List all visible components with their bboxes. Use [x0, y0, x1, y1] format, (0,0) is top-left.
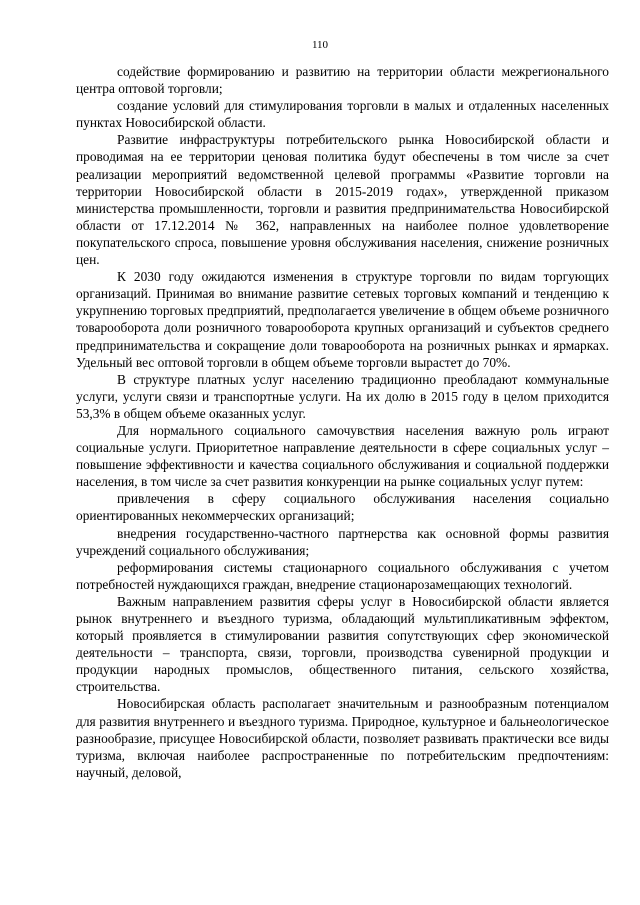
- paragraph-stationary-reform: реформирования системы стационарного социального обслуживания с учетом потребностей нуждающихся граждан, внедрение стационарозамещающих технологий.: [76, 559, 609, 592]
- paragraph-paid-services: В структуре платных услуг населению традиционно преобладают коммунальные услуги, услуги связи и транспортные услуги. На их долю в 2015 году в целом приходится 53,3% в общем объеме оказанных услуг.: [76, 371, 609, 421]
- paragraph-infrastructure: Развитие инфраструктуры потребительского рынка Новосибирской области и проводимая на ее территории ценовая политика будут обеспечены в том числе за счет реализации мероприятий ведомственной целевой программы «Развитие торговли на территории Новосибирской области в 2015-2019 годах», утвержденной приказом министерства промышленности, торговли и развития предпринимательства Новосибирской области от 17.12.2014 № 362, направленных на наиболее полное удовлетворение покупательского спроса, повышение уровня обслуживания населения, снижение розничных цен.: [76, 132, 609, 268]
- paragraph-small-settlements: создание условий для стимулирования торговли в малых и отдаленных населенных пунктах Новосибирской области.: [76, 98, 609, 131]
- paragraph-2030-structure: К 2030 году ожидаются изменения в структуре торговли по видам торгующих организаций. Принимая во внимание развитие сетевых торговых компаний и тенденцию к укрупнению торговых предприятий, предполагается увеличение в общем объеме розничного товарооборота доли розничного товарооборота крупных организаций и субъектов среднего предпринимательства и сокращение доли товарооборота на розничных рынках и ярмарках. Удельный вес оптовой торговли в общем объеме торговли вырастет до 70%.: [76, 269, 609, 370]
- paragraph-nonprofit: привлечения в сферу социального обслуживания населения социально ориентированных некоммерческих организаций;: [76, 491, 609, 524]
- paragraph-tourism-direction: Важным направлением развития сферы услуг в Новосибирской области является рынок внутреннего и въездного туризма, обладающий мультипликативным эффектом, который проявляется в стимулировании развития сопутствующих сфер экономической деятельности – транспорта, связи, торговли, производства сувенирной продукции и продукции народных промыслов, общественного питания, сельского хозяйства, строительства.: [76, 593, 609, 695]
- paragraph-public-private: внедрения государственно-частного партнерства как основной формы развития учреждений социального обслуживания;: [76, 525, 609, 558]
- paragraph-social-services: Для нормального социального самочувствия населения важную роль играют социальные услуги. Приоритетное направление деятельности в сфере социальных услуг – повышение эффективности и качества социального обслуживания и социальной поддержки населения, в том числе за счет развития конкуренции на рынке социальных услуг путем:: [76, 422, 609, 490]
- paragraph-wholesale-center: содействие формированию и развитию на территории области межрегионального центра оптовой торговли;: [76, 64, 609, 97]
- paragraph-tourism-potential: Новосибирская область располагает значительным и разнообразным потенциалом для развития внутреннего и въездного туризма. Природное, культурное и бальнеологическое разнообразие, присущее Новосибирской области, позволяет развивать практически все виды туризма, включая наиболее распространенные по потребительским предпочтениям: научный, деловой,: [76, 696, 609, 780]
- document-body: [76, 63, 609, 781]
- page-number: 110: [311, 39, 329, 51]
